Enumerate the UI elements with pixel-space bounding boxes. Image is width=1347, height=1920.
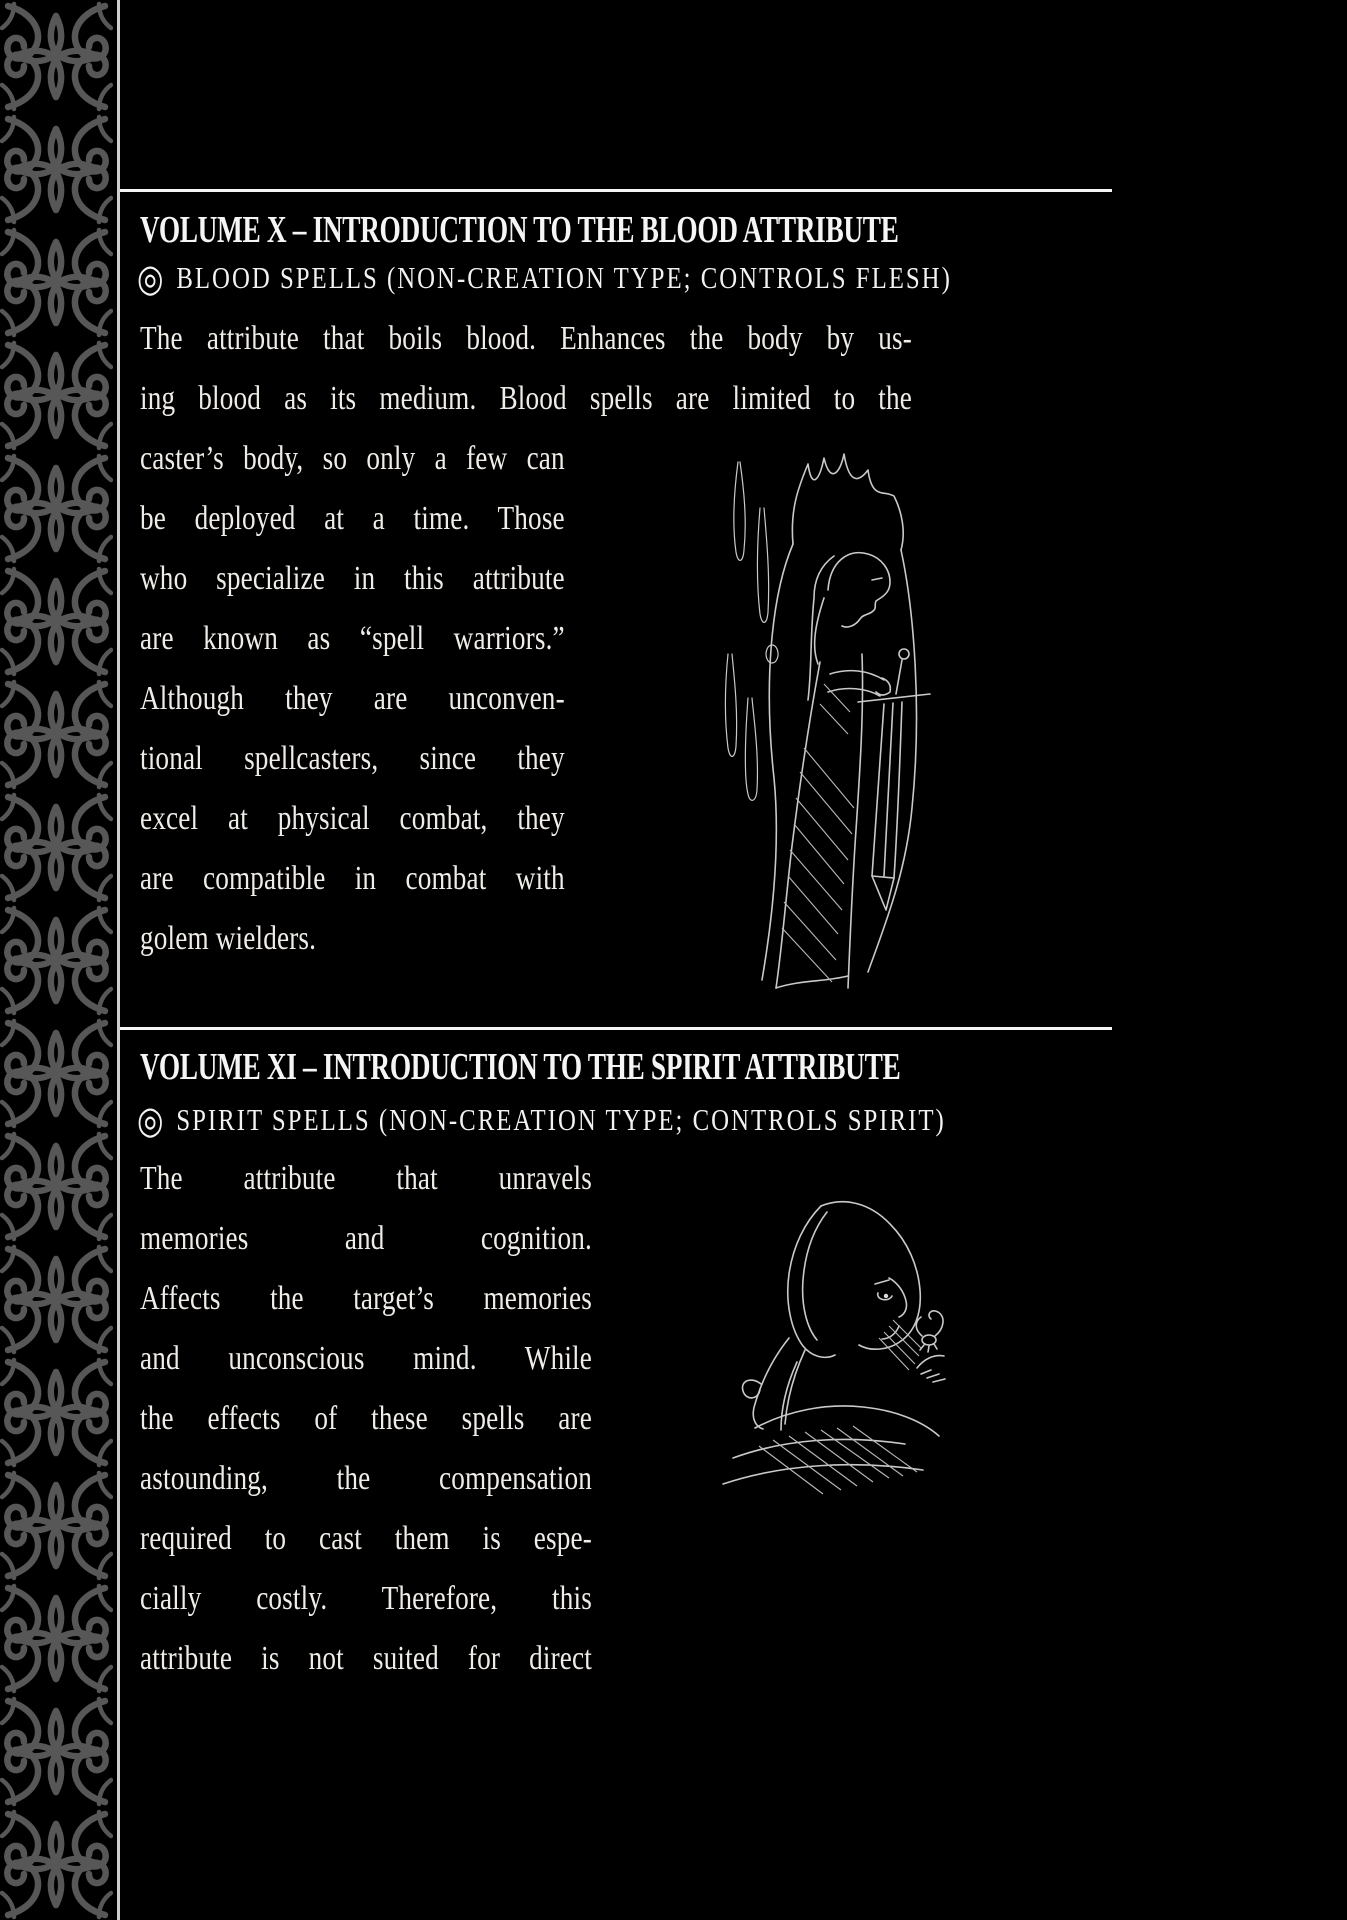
body-line: memories and cognition. — [140, 1220, 592, 1257]
body-line: attribute is not suited for direct — [140, 1640, 592, 1677]
spell-subtitle-text: SPIRIT SPELLS (NON-CREATION TYPE; CONTROLS SPIRIT) — [176, 1102, 946, 1137]
blood-warrior-sketch-svg — [672, 448, 957, 993]
body-line: tional spellcasters, since they — [140, 740, 565, 777]
spell-subtitle-spirit — [137, 1098, 1148, 1143]
body-line: Although they are unconven- — [140, 680, 565, 717]
spirit-mage-sketch-svg — [693, 1188, 955, 1500]
spell-subtitle-text: BLOOD SPELLS (NON-CREATION TYPE; CONTROLS FLESH) — [176, 260, 952, 295]
page-border-line — [117, 0, 120, 1920]
body-line: The attribute that unravels — [140, 1160, 592, 1197]
body-line: excel at physical combat, they — [140, 800, 565, 837]
bullseye-icon: ◎ — [137, 1100, 164, 1142]
section-divider — [120, 189, 1112, 192]
spirit-paragraph — [140, 1149, 592, 1689]
volume-title-blood — [140, 208, 1194, 252]
body-line: astounding, the compensation — [140, 1460, 592, 1497]
body-line: required to cast them is espe- — [140, 1520, 592, 1557]
spirit-mage-illustration — [693, 1188, 955, 1500]
spell-subtitle-blood — [137, 256, 1156, 301]
body-line: be deployed at a time. Those — [140, 500, 565, 537]
volume-title-spirit — [140, 1045, 1196, 1089]
body-line: ing blood as its medium. Blood spells are limited to the — [140, 380, 912, 417]
bullseye-icon: ◎ — [137, 258, 164, 300]
body-line: caster’s body, so only a few can — [140, 440, 565, 477]
damask-border-strip — [0, 0, 113, 1920]
body-line: golem wielders. — [140, 920, 317, 957]
body-line: Affects the target’s memories — [140, 1280, 592, 1317]
section-divider — [120, 1027, 1112, 1030]
volume-title-text: VOLUME X – INTRODUCTION TO THE BLOOD ATTRIBUTE — [140, 209, 899, 251]
body-line: are known as “spell warriors.” — [140, 620, 565, 657]
body-line: are compatible in combat with — [140, 860, 565, 897]
body-line: and unconscious mind. While — [140, 1340, 592, 1377]
body-line: the effects of these spells are — [140, 1400, 592, 1437]
body-line: who specialize in this attribute — [140, 560, 565, 597]
body-line: cially costly. Therefore, this — [140, 1580, 592, 1617]
blood-spell-warrior-illustration — [672, 448, 957, 996]
damask-pattern — [0, 0, 113, 1920]
volume-title-text: VOLUME XI – INTRODUCTION TO THE SPIRIT ATTRIBUTE — [140, 1046, 901, 1088]
body-line: The attribute that boils blood. Enhances the body by us- — [140, 320, 912, 357]
